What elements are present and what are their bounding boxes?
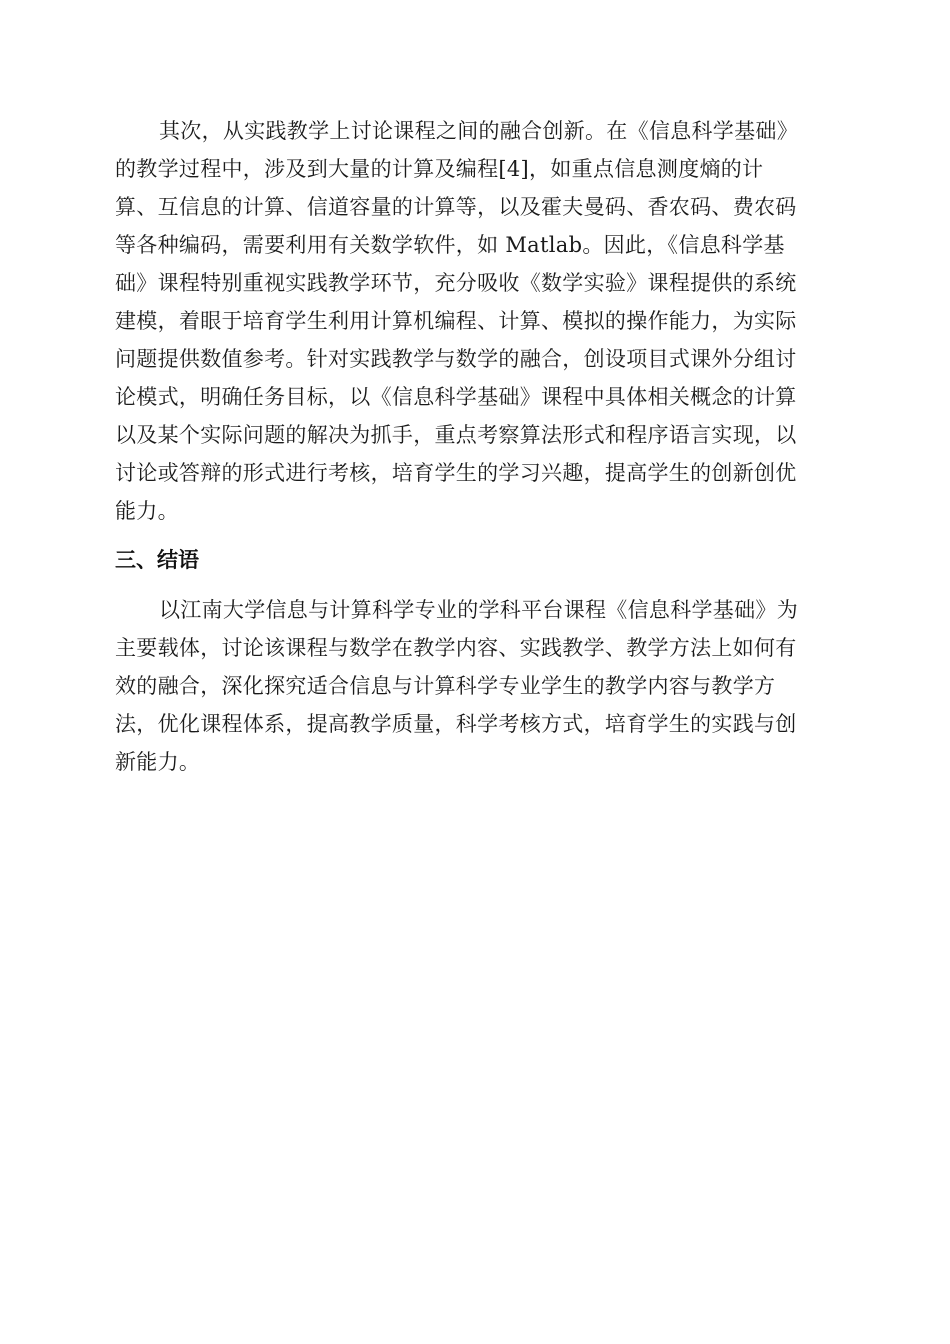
text-line: 等各种编码，需要利用有关数学软件，如 Matlab。因此，《信息科学基 (115, 233, 785, 257)
text-line: 其次，从实践教学上讨论课程之间的融合创新。在《信息科学基础》 (159, 119, 798, 143)
text-line: 法，优化课程体系，提高教学质量，科学考核方式，培育学生的实践与创 (115, 712, 797, 736)
text-line: 效的融合，深化探究适合信息与计算科学专业学生的教学内容与教学方 (115, 674, 776, 698)
text-line: 问题提供数值参考。针对实践教学与数学的融合，创设项目式课外分组讨 (115, 347, 797, 371)
paragraph-conclusion (115, 591, 831, 781)
text-line: 的教学过程中，涉及到大量的计算及编程[4]，如重点信息测度熵的计 (115, 157, 764, 181)
text-line: 以及某个实际问题的解决为抓手，重点考察算法形式和程序语言实现，以 (115, 423, 797, 447)
paragraph-practice-teaching (115, 112, 831, 530)
text-line: 建模，着眼于培育学生利用计算机编程、计算、模拟的操作能力，为实际 (115, 309, 797, 333)
text-line: 能力。 (115, 499, 179, 523)
text-line: 论模式，明确任务目标，以《信息科学基础》课程中具体相关概念的计算 (115, 385, 797, 409)
text-line: 以江南大学信息与计算科学专业的学科平台课程《信息科学基础》为 (159, 598, 798, 622)
text-line: 础》课程特别重视实践教学环节，充分吸收《数学实验》课程提供的系统 (115, 271, 797, 295)
text-line: 讨论或答辩的形式进行考核，培育学生的学习兴趣，提高学生的创新创优 (115, 461, 797, 485)
document-content (115, 112, 831, 781)
text-line: 算、互信息的计算、信道容量的计算等，以及霍夫曼码、香农码、费农码 (115, 195, 797, 219)
section-heading-conclusion: 三、结语 (115, 548, 199, 572)
text-line: 主要载体，讨论该课程与数学在教学内容、实践教学、教学方法上如何有 (115, 636, 797, 660)
text-line: 新能力。 (115, 750, 201, 774)
